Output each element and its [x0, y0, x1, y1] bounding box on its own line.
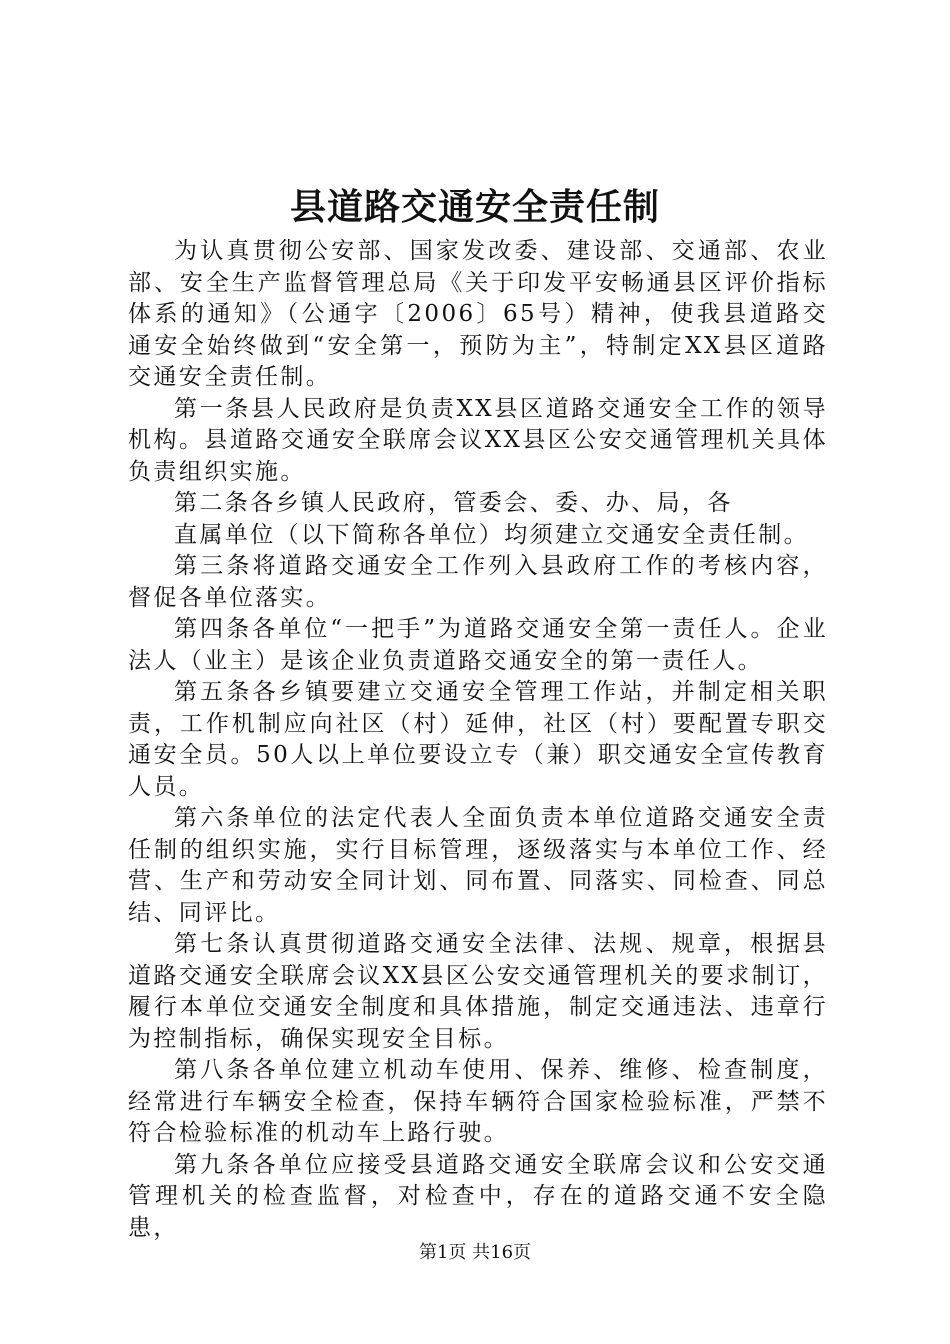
paragraph-article-2-cont: 直属单位（以下简称各单位）均须建立交通安全责任制。: [174, 521, 809, 548]
document-title: 县道路交通安全责任制: [289, 186, 660, 228]
paragraph-article-5: 第五条各乡镇要建立交通安全管理工作站，并制定相关职责，工作机制应向社区（村）延伸，社区（村）要配置专职交通安全员。50人以上单位要设立专（兼）职交通安全宣传教育人员。: [128, 679, 828, 800]
paragraph-article-1: 第一条县人民政府是负责XX县区道路交通安全工作的领导机构。县道路交通安全联席会议XX县区公安交通管理机关具体负责组织实施。: [128, 395, 828, 485]
paragraph-article-2: 第二条各乡镇人民政府，管委会、委、办、局，各: [174, 490, 733, 516]
document-body: [128, 236, 828, 1244]
paragraph-article-3: 第三条将道路交通安全工作列入县政府工作的考核内容，督促各单位落实。: [128, 553, 828, 611]
paragraph-intro: 为认真贯彻公安部、国家发改委、建设部、交通部、农业部、安全生产监督管理总局《关于印发平安畅通县区评价指标体系的通知》（公通字〔2006〕65号）精神，使我县道路交通安全始终做到“安全第一，预防为主”，特制定XX县区道路交通安全责任制。: [128, 238, 828, 390]
paragraph-article-9: 第九条各单位应接受县道路交通安全联席会议和公安交通管理机关的检查监督，对检查中，存在的道路交通不安全隐患，: [128, 1151, 828, 1241]
paragraph-article-4: 第四条各单位“一把手”为道路交通安全第一责任人。企业法人（业主）是该企业负责道路交通安全的第一责任人。: [128, 616, 828, 674]
paragraph-article-8: 第八条各单位建立机动车使用、保养、维修、检查制度，经常进行车辆安全检查，保持车辆符合国家检验标准，严禁不符合检验标准的机动车上路行驶。: [128, 1057, 828, 1146]
paragraph-article-6: 第六条单位的法定代表人全面负责本单位道路交通安全责任制的组织实施，实行目标管理，逐级落实与本单位工作、经营、生产和劳动安全同计划、同布置、同落实、同检查、同总结、同评比。: [128, 805, 828, 926]
paragraph-article-7: 第七条认真贯彻道路交通安全法律、法规、规章，根据县道路交通安全联席会议XX县区公安交通管理机关的要求制订，履行本单位交通安全制度和具体措施，制定交通违法、违章行为控制指标，确保实现安全目标。: [128, 931, 828, 1052]
page-number: 第1页 共16页: [418, 1242, 532, 1263]
